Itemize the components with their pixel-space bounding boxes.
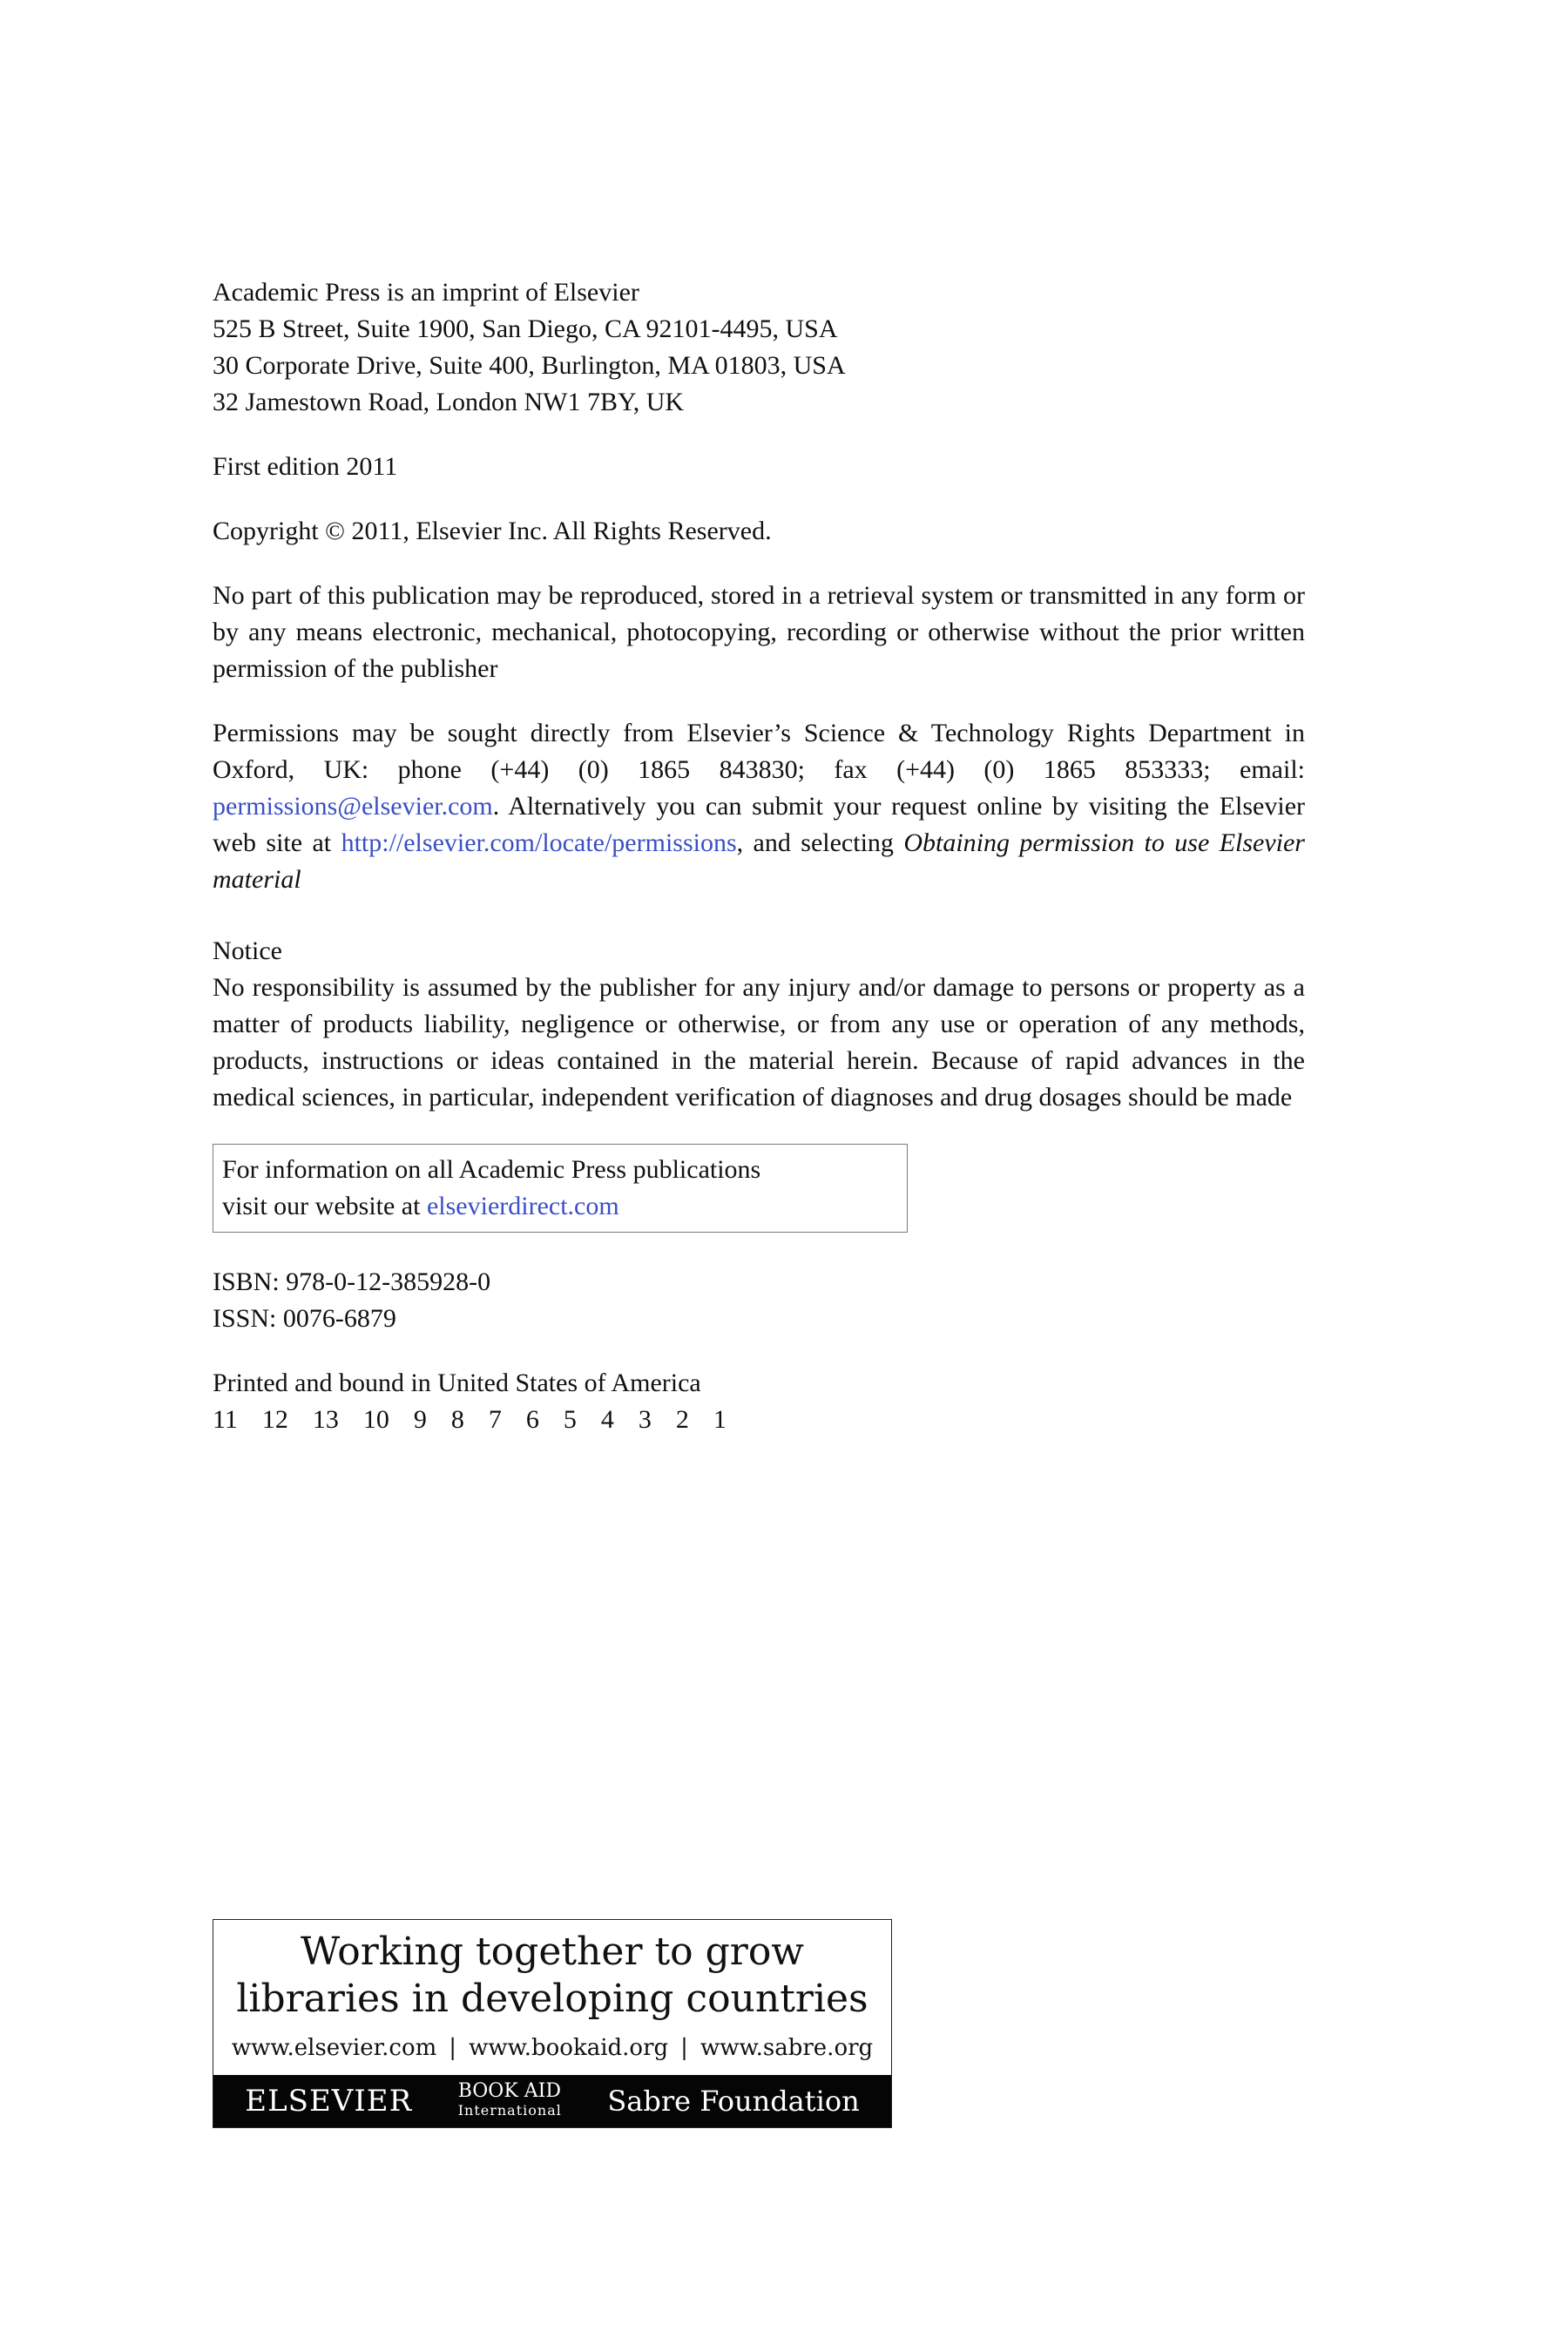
isbn: ISBN: 978-0-12-385928-0 — [213, 1267, 491, 1296]
notice-heading: Notice — [213, 936, 282, 965]
print-number: 3 — [638, 1405, 652, 1434]
permissions-email-link[interactable]: permissions@elsevier.com — [213, 792, 493, 821]
bookaid-logo-text: BOOK AID — [457, 2080, 561, 2102]
permissions-text: . Alternatively you can submit your request online by visiting the Elsevier web site at — [213, 792, 1305, 857]
info-box — [213, 1144, 908, 1233]
print-number: 1 — [713, 1405, 727, 1434]
issn: ISSN: 0076-6879 — [213, 1304, 396, 1333]
copyright-notice: Copyright © 2011, Elsevier Inc. All Rights Reserved. — [213, 517, 772, 545]
url-sabre-link[interactable]: www.sabre.org — [700, 2035, 874, 2061]
notice-body: No responsibility is assumed by the publisher for any injury and/or damage to persons or property as a matter of products liability, negligence or otherwise, or from any use or operation of any methods, products, instructions or ideas contained in the material herein. Because of rapid advances in the medical sciences, in particular, independent verification of diagnoses and drug dosages should be made — [213, 973, 1305, 1112]
book-aid-banner — [213, 1919, 892, 2128]
url-bookaid-link[interactable]: www.bookaid.org — [469, 2035, 669, 2061]
print-number: 12 — [261, 1405, 288, 1434]
print-number: 5 — [563, 1405, 577, 1434]
permissions-paragraph — [213, 715, 1305, 898]
no-part-statement: No part of this publication may be reproduced, stored in a retrieval system or transmitted in any form or by any means electronic, mechanical, photocopying, recording or otherwise without the prior written permission of the publisher — [213, 581, 1305, 683]
print-number-line — [213, 1402, 1305, 1438]
address-line: 30 Corporate Drive, Suite 400, Burlington, MA 01803, USA — [213, 351, 846, 380]
permissions-text: , and selecting — [736, 828, 904, 857]
permissions-text: Permissions may be sought directly from Elsevier’s Science & Technology Rights Department in Oxford, UK: phone (+44) (0) 1865 843830; fax (+44) (0) 1865 853333; email: — [213, 719, 1305, 784]
print-number: 13 — [312, 1405, 339, 1434]
bookaid-logo — [458, 2082, 562, 2120]
separator: | — [680, 2035, 688, 2061]
publisher-line: Academic Press is an imprint of Elsevier — [213, 278, 639, 307]
sabre-logo: Sabre Foundation — [607, 2085, 860, 2118]
print-number: 10 — [362, 1405, 389, 1434]
print-number: 8 — [450, 1405, 464, 1434]
identifiers — [213, 1264, 1305, 1337]
banner-logo-bar — [213, 2075, 891, 2127]
url-elsevier-link[interactable]: www.elsevier.com — [231, 2035, 437, 2061]
address-line: 525 B Street, Suite 1900, San Diego, CA 92101-4495, USA — [213, 314, 838, 343]
permissions-italic: Obtaining permission to use Elsevier material — [213, 828, 1305, 894]
print-number: 2 — [675, 1405, 689, 1434]
info-line: For information on all Academic Press publications — [222, 1155, 761, 1184]
banner-headline — [213, 1929, 891, 2023]
permissions-url-link[interactable]: http://elsevier.com/locate/permissions — [341, 828, 737, 857]
banner-line: Working together to grow — [301, 1930, 804, 1974]
elsevier-logo: ELSEVIER — [245, 2084, 413, 2119]
elsevierdirect-link[interactable]: elsevierdirect.com — [426, 1192, 619, 1220]
address-line: 32 Jamestown Road, London NW1 7BY, UK — [213, 388, 685, 416]
banner-urls — [213, 2033, 891, 2063]
print-number: 11 — [213, 1405, 238, 1434]
info-prefix: visit our website at — [222, 1192, 427, 1220]
print-number: 9 — [413, 1405, 427, 1434]
publisher-address — [213, 274, 1305, 421]
print-number: 6 — [525, 1405, 539, 1434]
printed-in: Printed and bound in United States of America — [213, 1369, 701, 1397]
info-line — [222, 1188, 907, 1225]
separator: | — [449, 2035, 457, 2061]
copyright-page — [213, 274, 1305, 1466]
bookaid-logo-subtext: International — [457, 2102, 562, 2119]
print-number: 4 — [600, 1405, 614, 1434]
notice — [213, 933, 1305, 1116]
print-number: 7 — [488, 1405, 502, 1434]
banner-line: libraries in developing countries — [236, 1977, 868, 2021]
printing-info — [213, 1365, 1305, 1438]
edition: First edition 2011 — [213, 452, 398, 481]
